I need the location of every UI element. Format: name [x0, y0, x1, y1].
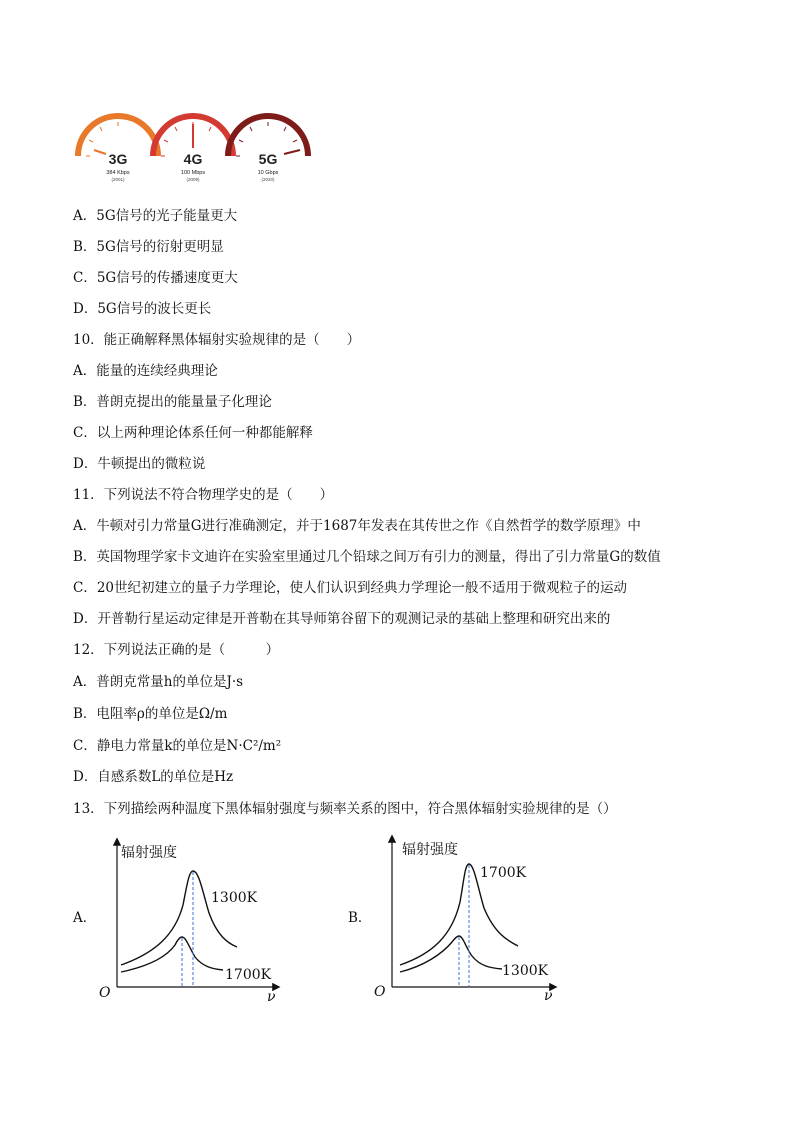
- q13-figure-b-origin: O: [374, 984, 386, 1000]
- gauge-4g: [153, 116, 233, 182]
- q13-figure-a-curve-upper: [121, 871, 237, 965]
- q10-option-d: D．牛顿提出的微粒说: [73, 456, 206, 472]
- q13-figure-b-upper-label: 1700K: [480, 865, 527, 881]
- gauge-year-4g: (2009): [186, 177, 200, 182]
- q10-option-b: B．普朗克提出的能量量子化理论: [73, 394, 272, 410]
- q12-option-b: B．电阻率ρ的单位是Ω/m: [73, 706, 228, 722]
- network-speed-gauges: [70, 104, 320, 190]
- gauge-speed-3g: 384 Kbps: [106, 170, 130, 176]
- q13-figure-b-graph: [372, 832, 572, 1004]
- q13-figure-b-curve-lower: [400, 936, 502, 972]
- q12-option-c: C．静电力常量k的单位是N·C²/m²: [73, 738, 282, 754]
- gauge-3g: [78, 116, 158, 182]
- q13-figure-b-ylabel: 辐射强度: [402, 842, 458, 858]
- gauge-needle-5g: [284, 150, 300, 154]
- q9-option-c: C．5G信号的传播速度更大: [73, 270, 238, 286]
- gauge-speed-5g: 10 Gbps: [257, 170, 279, 176]
- q13-figure-a-upper-label: 1300K: [211, 890, 258, 906]
- q13-figure-a-ylabel: 辐射强度: [121, 845, 177, 861]
- q13-figure-a-curve-lower: [121, 937, 223, 972]
- gauge-needle-3g: [94, 150, 106, 154]
- gauge-gen-5g: 5G: [258, 151, 278, 167]
- q11-stem: 11．下列说法不符合物理学史的是（ ）: [73, 487, 334, 503]
- gauge-year-3g: (2001): [111, 177, 125, 182]
- q12-option-d: D．自感系数L的单位是Hz: [73, 769, 234, 785]
- q13-figure-b-label: B．: [348, 910, 372, 926]
- q13-figure-a: [95, 835, 295, 1005]
- q13-figure-a-label: A．: [73, 910, 97, 926]
- q10-option-c: C．以上两种理论体系任何一种都能解释: [73, 425, 313, 441]
- q13-figure-a-xlabel: ν: [267, 989, 276, 1005]
- q9-option-b: B．5G信号的衍射更明显: [73, 239, 224, 255]
- q13-figure-a-lower-label: 1700K: [225, 967, 272, 983]
- q12-stem: 12．下列说法正确的是（ ）: [73, 642, 280, 658]
- q13-figure-a-graph: [95, 835, 295, 1005]
- q10-stem: 10．能正确解释黑体辐射实验规律的是（ ）: [73, 332, 361, 348]
- q12-option-a: A．普朗克常量h的单位是J·s: [73, 674, 244, 690]
- q11-option-c: C．20世纪初建立的量子力学理论，使人们认识到经典力学理论一般不适用于微观粒子的运动: [73, 580, 628, 596]
- q13-figure-a-origin: O: [99, 985, 111, 1001]
- gauge-5g: [228, 116, 308, 182]
- q13-figure-b-lower-label: 1300K: [502, 963, 549, 979]
- q13-stem: 13．下列描绘两种温度下黑体辐射强度与频率关系的图中，符合黑体辐射实验规律的是（）: [73, 801, 617, 817]
- gauge-speed-4g: 100 Mbps: [180, 170, 206, 176]
- gauge-gen-3g: 3G: [108, 151, 128, 167]
- q11-option-d: D．开普勒行星运动定律是开普勒在其导师第谷留下的观测记录的基础上整理和研究出来的: [73, 611, 611, 627]
- gauge-year-5g: (2020): [261, 177, 275, 182]
- gauge-gen-4g: 4G: [183, 151, 203, 167]
- q13-figure-b: [372, 832, 572, 1004]
- q9-option-a: A．5G信号的光子能量更大: [73, 208, 238, 224]
- q11-option-b: B．英国物理学家卡文迪许在实验室里通过几个铅球之间万有引力的测量，得出了引力常量G的数值: [73, 549, 661, 565]
- q10-option-a: A．能量的连续经典理论: [73, 363, 218, 379]
- q11-option-a: A．牛顿对引力常量G进行准确测定，并于1687年发表在其传世之作《自然哲学的数学原理》中: [73, 518, 641, 534]
- q9-option-d: D．5G信号的波长更长: [73, 301, 212, 317]
- q13-figure-b-xlabel: ν: [544, 988, 553, 1004]
